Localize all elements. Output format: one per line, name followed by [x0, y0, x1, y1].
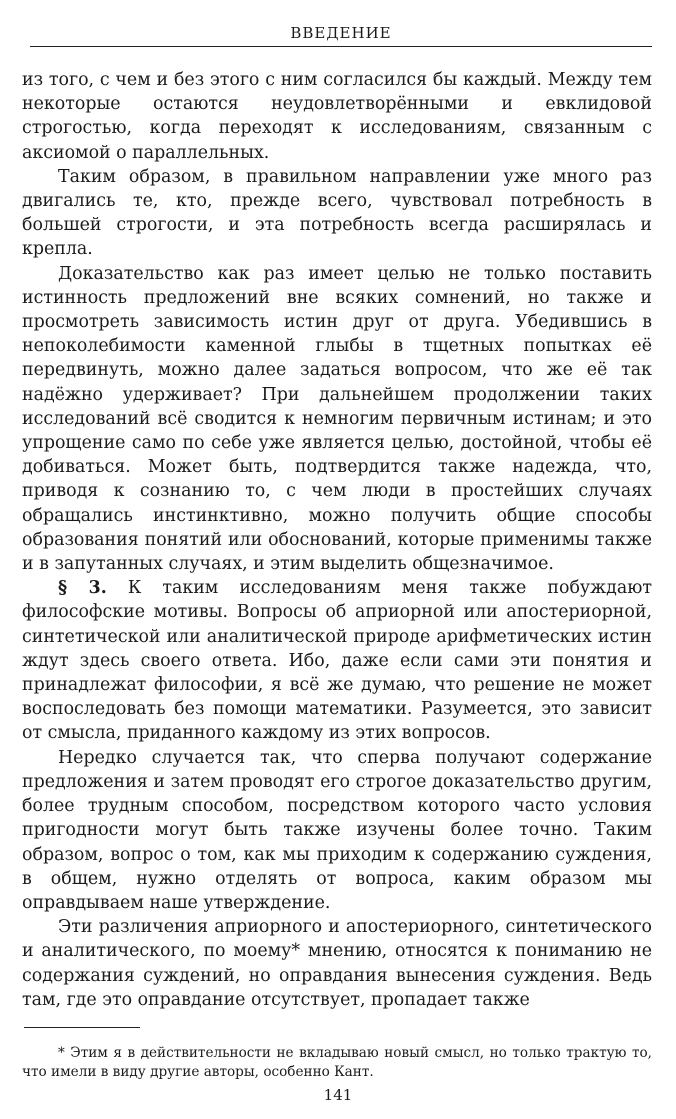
section-marker: § 3.: [58, 578, 107, 599]
paragraph-6: Эти различения априорного и апостериорного, синтетического и аналитического, по моему* мнению, относятся к пониманию не содержания суждений, но оправдания вынесения суждения. Ведь там, где это оправдание отсутствует, пропадает также: [22, 917, 652, 1010]
paragraph-1: из того, с чем и без этого с ним согласился бы каждый. Между тем некоторые остаются неудовлетворёнными и евклидовой строгостью, когда переходят к исследованиям, связанным с аксиомой о параллельных.: [22, 70, 652, 163]
header-rule: [30, 46, 652, 47]
paragraph-5: Нередко случается так, что сперва получают содержание предложения и затем проводят его строгое доказательство другим, более трудным способом, посредством которого часто условия пригодности могут быть также изучены более точно. Таким образом, вопрос о том, как мы приходим к содержанию суждения, в общем, нужно отделять от вопроса, каким образом мы оправдываем наше утверждение.: [22, 747, 652, 913]
running-head: [30, 22, 652, 52]
paragraph-4: [22, 576, 652, 745]
page-number: 141: [323, 1086, 353, 1104]
paragraph-3: Доказательство как раз имеет целью не только поставить истинность предложений вне всяких сомнений, но также и просмотреть зависимость истин друг от друга. Убедившись в непоколебимости каменной глыбы в тщетных попытках её передвинуть, можно далее задаться вопросом, что же её так надёжно удерживает? При дальнейшем продолжении таких исследований всё сводится к немногим первичным истинам; и это упрощение само по себе уже является целью, достойной, чтобы её добиваться. Может быть, подтвердится также надежда, что, приводя к сознанию то, с чем люди в простейших случаях обращались инстинктивно, можно получить общие способы образования понятий или обоснований, которые применимы также и в запутанных случаях, и этим выделить общезначимое.: [22, 263, 652, 575]
paragraph-2: Таким образом, в правильном направлении уже много раз двигались те, кто, прежде всего, чувствовал потребность в большей строгости, и эта потребность всегда расширялась и крепла.: [22, 166, 652, 260]
main-text: [22, 68, 652, 1012]
footnote: * Этим я в действительности не вкладываю новый смысл, но только трактую то, что имели в виду другие авторы, особенно Кант.: [22, 1045, 652, 1080]
chapter-title: ВВЕДЕНИЕ: [30, 24, 652, 42]
footnote-rule: [24, 1027, 140, 1028]
paragraph-4-text: К таким исследованиям меня также побуждают философские мотивы. Вопросы об априорной или апостериорной, синтетической или аналитической природе арифметических истин ждут здесь своего ответа. Ибо, даже если сами эти понятия и принадлежат философии, я всё же думаю, что решение не может воспоследовать без помощи математики. Разумеется, это зависит от смысла, приданного каждому из этих вопросов.: [22, 578, 652, 744]
